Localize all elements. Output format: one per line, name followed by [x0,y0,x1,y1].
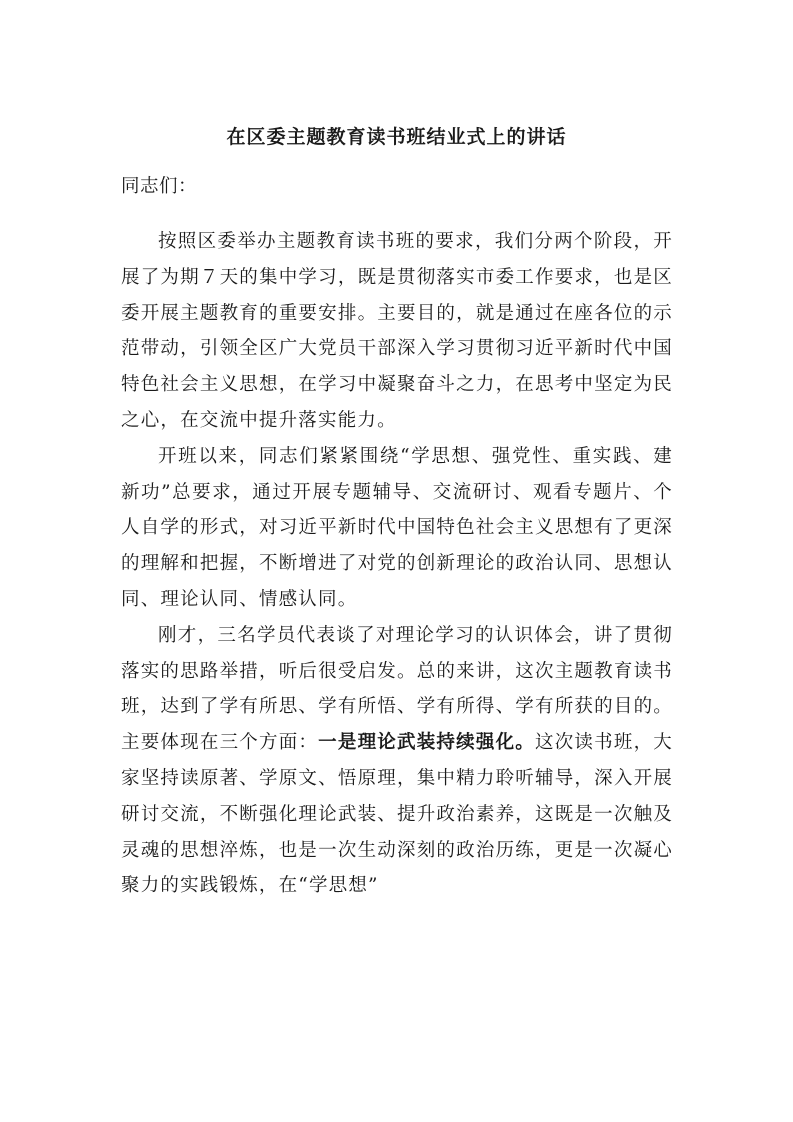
paragraph-3-lead: 刚才，三名学员代表谈了对理论学习的认识体会，讲了贯彻落实的思路举措，听后很受启发。总的来讲，这次主题教育读书班，达到了学有所思、学有所悟、学有所得、学有所获的目的。主要体现在三个方面： [121,624,673,754]
paragraph-3-rest: 这次读书班，大家坚持读原著、学原文、悟原理，集中精力聆听辅导，深入开展研讨交流，不断强化理论武装、提升政治素养，这既是一次触及灵魂的思想淬炼，也是一次生动深刻的政治历练，更是一次凝心聚力的实践锻炼，在“学思想” [121,732,673,897]
document-body [121,224,673,904]
paragraph-1: 按照区委举办主题教育读书班的要求，我们分两个阶段，开展了为期７天的集中学习，既是贯彻落实市委工作要求，也是区委开展主题教育的重要安排。主要目的，就是通过在座各位的示范带动，引领全区广大党员干部深入学习贯彻习近平新时代中国特色社会主义思想，在学习中凝聚奋斗之力，在思考中坚定为民之心，在交流中提升落实能力。 [121,231,673,431]
paragraph-2: 开班以来，同志们紧紧围绕“学思想、强党性、重实践、建新功”总要求，通过开展专题辅导、交流研讨、观看专题片、个人自学的形式，对习近平新时代中国特色社会主义思想有了更深的理解和把握，不断增进了对党的创新理论的政治认同、思想认同、理论认同、情感认同。 [121,445,673,610]
paragraph-3-bold-heading: 一是理论武装持续强化。 [318,732,535,754]
document-title: 在区委主题教育读书班结业式上的讲话 [226,126,567,148]
salutation: 同志们： [121,176,198,197]
paragraph-3 [121,618,673,904]
